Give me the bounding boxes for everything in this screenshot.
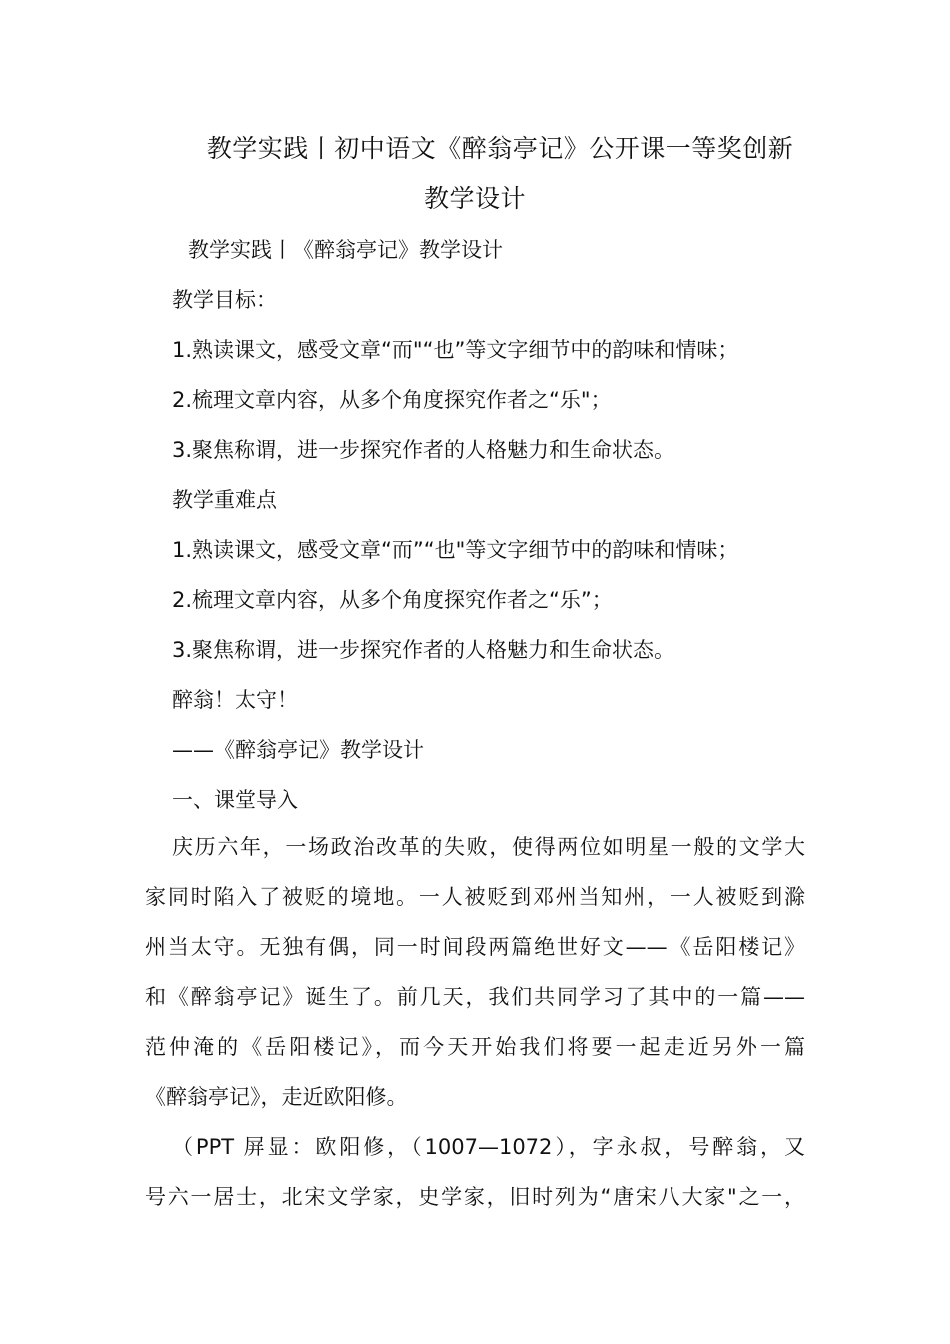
lesson-subtitle: ——《醉翁亭记》教学设计 [172, 738, 424, 762]
goals-heading: 教学目标： [172, 288, 277, 312]
document-title-line-2: 教学设计 [423, 184, 526, 213]
ppt-paragraph [145, 1122, 805, 1222]
key-points-heading: 教学重难点 [172, 488, 277, 512]
paragraph-line: 庆历六年，一场政治改革的失败，使得两位如明星一般的文学大 [172, 835, 805, 859]
subtitle: 教学实践丨《醉翁亭记》教学设计 [188, 238, 503, 262]
goal-item: 3.聚焦称谓，进一步探究作者的人格魅力和生命状态。 [172, 438, 676, 462]
paragraph-line: 和《醉翁亭记》诞生了。前几天，我们共同学习了其中的一篇—— [145, 985, 805, 1009]
paragraph-line: （PPT 屏显：欧阳修，（1007—1072），字永叔，号醉翁，又 [172, 1135, 805, 1159]
key-point-item: 2.梳理文章内容，从多个角度探究作者之“乐”； [172, 588, 613, 612]
intro-paragraph [145, 822, 805, 1122]
document-title-line-1: 教学实践丨初中语文《醉翁亭记》公开课一等奖创新 [206, 134, 794, 163]
section-heading-intro: 一、课堂导入 [172, 788, 298, 812]
paragraph-line: 州当太守。无独有偶，同一时间段两篇绝世好文——《岳阳楼记》 [145, 935, 805, 959]
paragraph-line: 号六一居士，北宋文学家，史学家，旧时列为“唐宋八大家"之一， [145, 1185, 805, 1209]
key-point-item: 1.熟读课文，感受文章“而”“也"等文字细节中的韵味和情味； [172, 538, 739, 562]
paragraph-line: 范仲淹的《岳阳楼记》，而今天开始我们将要一起走近另外一篇 [145, 1035, 805, 1059]
key-point-item: 3.聚焦称谓，进一步探究作者的人格魅力和生命状态。 [172, 638, 676, 662]
paragraph-line: 《醉翁亭记》，走近欧阳修。 [145, 1085, 408, 1109]
goal-item: 1.熟读课文，感受文章“而"“也”等文字细节中的韵味和情味； [172, 338, 739, 362]
goal-item: 2.梳理文章内容，从多个角度探究作者之“乐"； [172, 388, 612, 412]
lesson-title: 醉翁！太守！ [172, 688, 298, 712]
paragraph-line: 家同时陷入了被贬的境地。一人被贬到邓州当知州，一人被贬到滁 [145, 885, 805, 909]
